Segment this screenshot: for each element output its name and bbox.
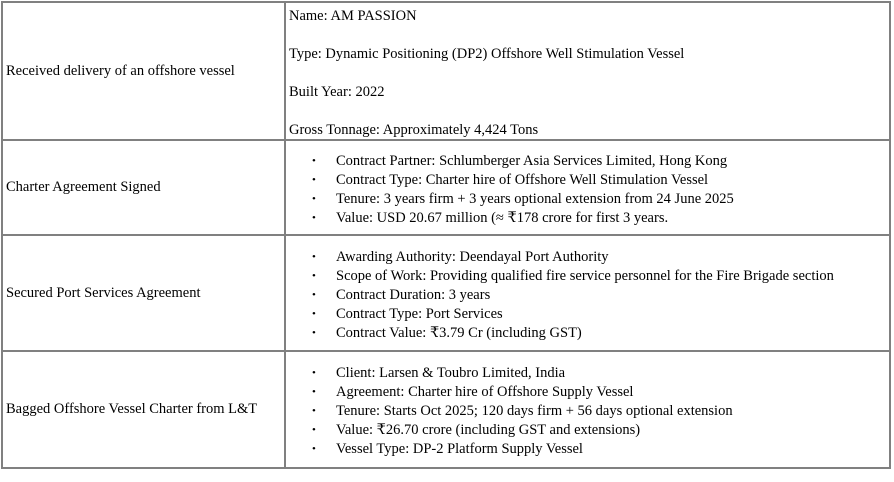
list-item: • Contract Type: Charter hire of Offshore Well Stimulation Vessel bbox=[312, 171, 709, 188]
row-detail-cell bbox=[285, 140, 890, 235]
bullet-icon: • bbox=[312, 367, 316, 379]
list-item: • Contract Type: Port Services bbox=[312, 305, 503, 322]
list-item: • Client: Larsen & Toubro Limited, India bbox=[312, 365, 566, 381]
table-row bbox=[2, 351, 890, 468]
vessel-name: Name: AM PASSION bbox=[289, 8, 417, 24]
list-item: • Awarding Authority: Deendayal Port Authority bbox=[312, 248, 609, 265]
row-label: Received delivery of an offshore vessel bbox=[6, 62, 235, 79]
bullet-list bbox=[289, 364, 889, 459]
row-detail-cell bbox=[285, 2, 890, 140]
bullet-icon: • bbox=[312, 154, 316, 167]
list-item: • Vessel Type: DP-2 Platform Supply Vessel bbox=[312, 441, 583, 457]
list-item: • Agreement: Charter hire of Offshore Supply Vessel bbox=[312, 384, 634, 400]
row-label-cell bbox=[2, 140, 285, 235]
bullet-icon: • bbox=[312, 424, 316, 436]
table-row bbox=[2, 2, 890, 140]
row-label-cell bbox=[2, 2, 285, 140]
row-label-cell bbox=[2, 351, 285, 468]
bullet-icon: • bbox=[312, 288, 316, 301]
bullet-icon: • bbox=[312, 269, 316, 282]
list-item: • Value: ₹26.70 crore (including GST and extensions) bbox=[312, 422, 641, 438]
vessel-type: Type: Dynamic Positioning (DP2) Offshore Well Stimulation Vessel bbox=[289, 46, 685, 62]
bullet-icon: • bbox=[312, 386, 316, 398]
row-label: Charter Agreement Signed bbox=[6, 179, 161, 195]
row-label-cell bbox=[2, 235, 285, 351]
row-label: Bagged Offshore Vessel Charter from L&T bbox=[6, 401, 258, 417]
table-row bbox=[2, 235, 890, 351]
bullet-icon: • bbox=[312, 173, 316, 186]
list-item: • Value: USD 20.67 million (≈ ₹178 crore for first 3 years. bbox=[312, 209, 669, 226]
list-item: • Scope of Work: Providing qualified fire service personnel for the Fire Brigade section bbox=[312, 267, 834, 284]
row-detail-cell bbox=[285, 351, 890, 468]
row-detail-cell bbox=[285, 235, 890, 351]
list-item: • Contract Value: ₹3.79 Cr (including GST) bbox=[312, 324, 582, 341]
vessel-gross-tonnage: Gross Tonnage: Approximately 4,424 Tons bbox=[289, 122, 539, 138]
bullet-icon: • bbox=[312, 326, 316, 339]
list-item: • Tenure: Starts Oct 2025; 120 days firm + 56 days optional extension bbox=[312, 403, 733, 419]
row-label: Secured Port Services Agreement bbox=[6, 284, 201, 301]
bullet-list bbox=[289, 152, 889, 228]
info-table bbox=[1, 1, 891, 469]
table-row bbox=[2, 140, 890, 235]
bullet-icon: • bbox=[312, 211, 316, 224]
bullet-icon: • bbox=[312, 192, 316, 205]
bullet-list bbox=[289, 248, 889, 343]
bullet-icon: • bbox=[312, 405, 316, 417]
bullet-icon: • bbox=[312, 443, 316, 455]
list-item: • Contract Partner: Schlumberger Asia Services Limited, Hong Kong bbox=[312, 152, 728, 169]
bullet-icon: • bbox=[312, 250, 316, 263]
vessel-built-year: Built Year: 2022 bbox=[289, 84, 385, 100]
list-item: • Tenure: 3 years firm + 3 years optional extension from 24 June 2025 bbox=[312, 190, 734, 207]
bullet-icon: • bbox=[312, 307, 316, 320]
list-item: • Contract Duration: 3 years bbox=[312, 286, 491, 303]
